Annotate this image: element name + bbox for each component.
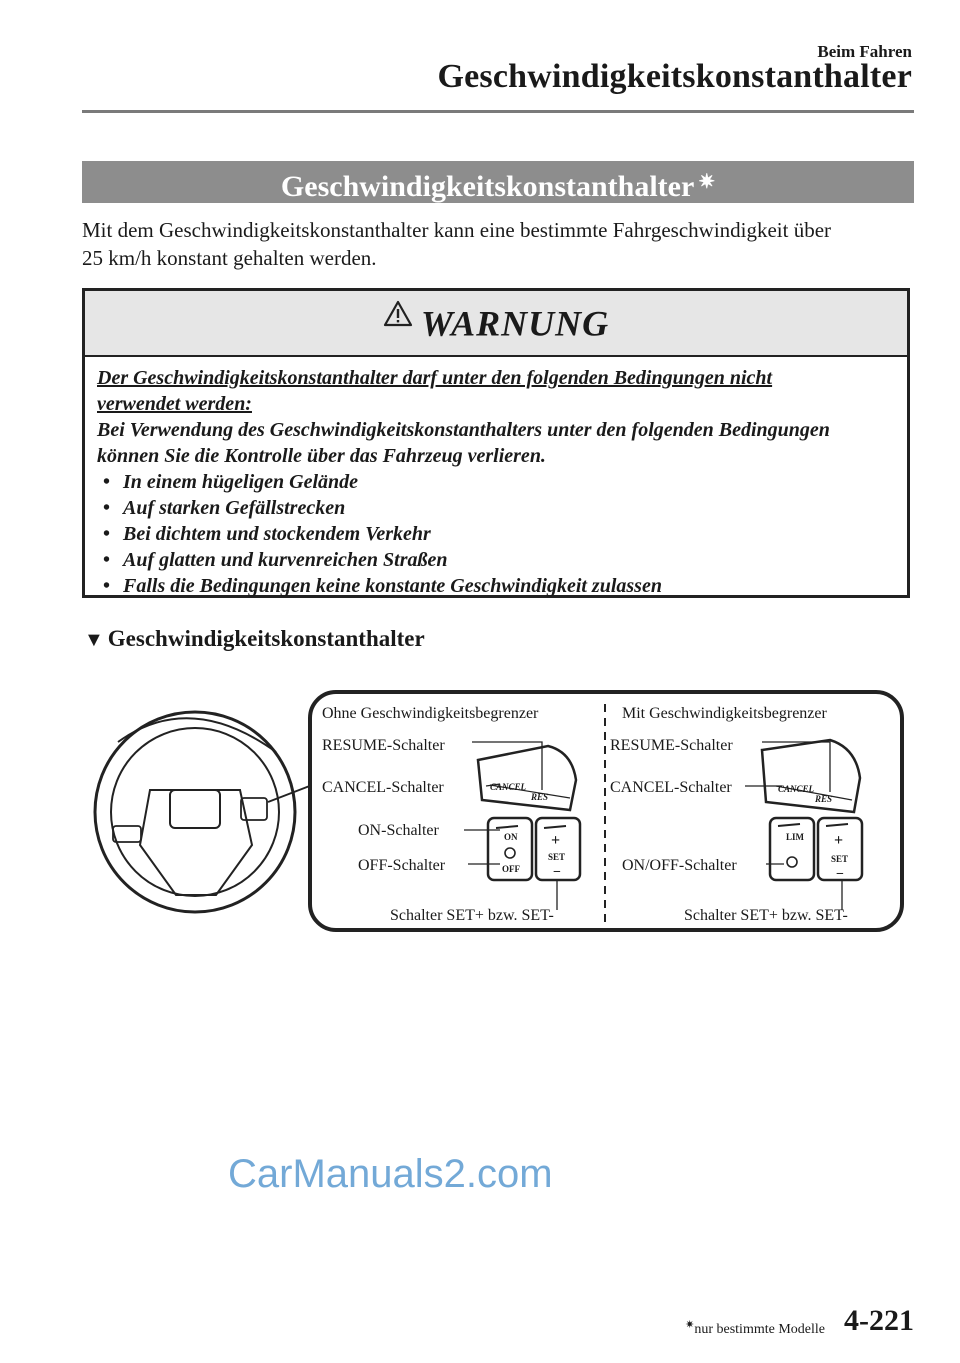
cancel-key-label: CANCEL [490,782,527,792]
bullet-icon: • [103,523,111,545]
resume-switch-label: RESUME-Schalter [322,737,445,754]
page-title: Geschwindigkeitskonstanthalter [437,58,912,95]
res-key-label: RES [531,792,549,802]
plus-key-label: + [834,832,844,849]
triangle-down-icon: ▼ [84,629,104,651]
plus-key-label: + [551,832,561,849]
lim-key-label: LIM [786,832,804,842]
steering-wheel-icon [95,712,320,912]
warning-underlined-line: Der Geschwindigkeitskonstanthalter darf unter den folgenden Bedingungen nicht [97,367,773,389]
bullet-icon: • [103,471,111,493]
subsection-title: Geschwindigkeitskonstanthalter [107,626,425,651]
on-off-switch-label: ON/OFF-Schalter [622,857,737,874]
set-key-label: SET [548,852,566,862]
page-number: 4-221 [844,1304,914,1337]
minus-key-label: − [836,867,844,882]
cancel-switch-label: CANCEL-Schalter [610,779,732,796]
list-item: • Bei dichtem und stockendem Verkehr [103,523,431,545]
right-panel-title: Mit Geschwindigkeitsbegrenzer [622,705,827,722]
intro-line: 25 km/h konstant gehalten werden. [82,246,377,270]
warning-underlined-line: verwendet werden: [97,393,252,415]
res-key-label: RES [815,794,833,804]
off-key-label: OFF [502,864,520,874]
minus-key-label: − [553,865,561,880]
warning-text-line: Bei Verwendung des Geschwindigkeitskonstanthalters unter den folgenden Bedingungen [97,419,830,441]
warning-text-line: können Sie die Kontrolle über das Fahrzeug verlieren. [97,445,546,467]
on-switch-label: ON-Schalter [358,822,439,839]
list-item: • In einem hügeligen Gelände [103,471,359,493]
list-item: • Falls die Bedingungen keine konstante Geschwindigkeit zulassen [103,575,662,597]
bullet-icon: • [103,549,111,571]
set-key-label: SET [831,854,849,864]
intro-line: Mit dem Geschwindigkeitskonstanthalter kann eine bestimmte Fahrgeschwindigkeit über [82,218,832,242]
set-switch-label: Schalter SET+ bzw. SET- [684,907,848,924]
on-key-label: ON [504,832,518,842]
cancel-key-label: CANCEL [778,784,815,794]
section-title: Geschwindigkeitskonstanthalter [280,170,695,203]
optional-equipment-star-icon: ✷ [698,171,716,193]
bullet-icon: • [103,575,111,597]
callout-panel [310,692,902,930]
watermark-text: CarManuals2.com [228,1152,553,1196]
list-item: • Auf glatten und kurvenreichen Straßen [103,549,448,571]
bullet-icon: • [103,497,111,519]
warning-title: WARNUNG [420,303,610,344]
left-panel-title: Ohne Geschwindigkeitsbegrenzer [322,705,539,722]
resume-switch-label: RESUME-Schalter [610,737,733,754]
off-switch-label: OFF-Schalter [358,857,446,874]
footer-note: ✷nur bestimmte Modelle [685,1319,825,1337]
set-switch-label: Schalter SET+ bzw. SET- [390,907,554,924]
list-item: • Auf starken Gefällstrecken [103,497,346,519]
optional-equipment-star-icon: ✷ [685,1319,695,1331]
cancel-switch-label: CANCEL-Schalter [322,779,444,796]
chapter-heading: Beim Fahren [817,42,912,61]
